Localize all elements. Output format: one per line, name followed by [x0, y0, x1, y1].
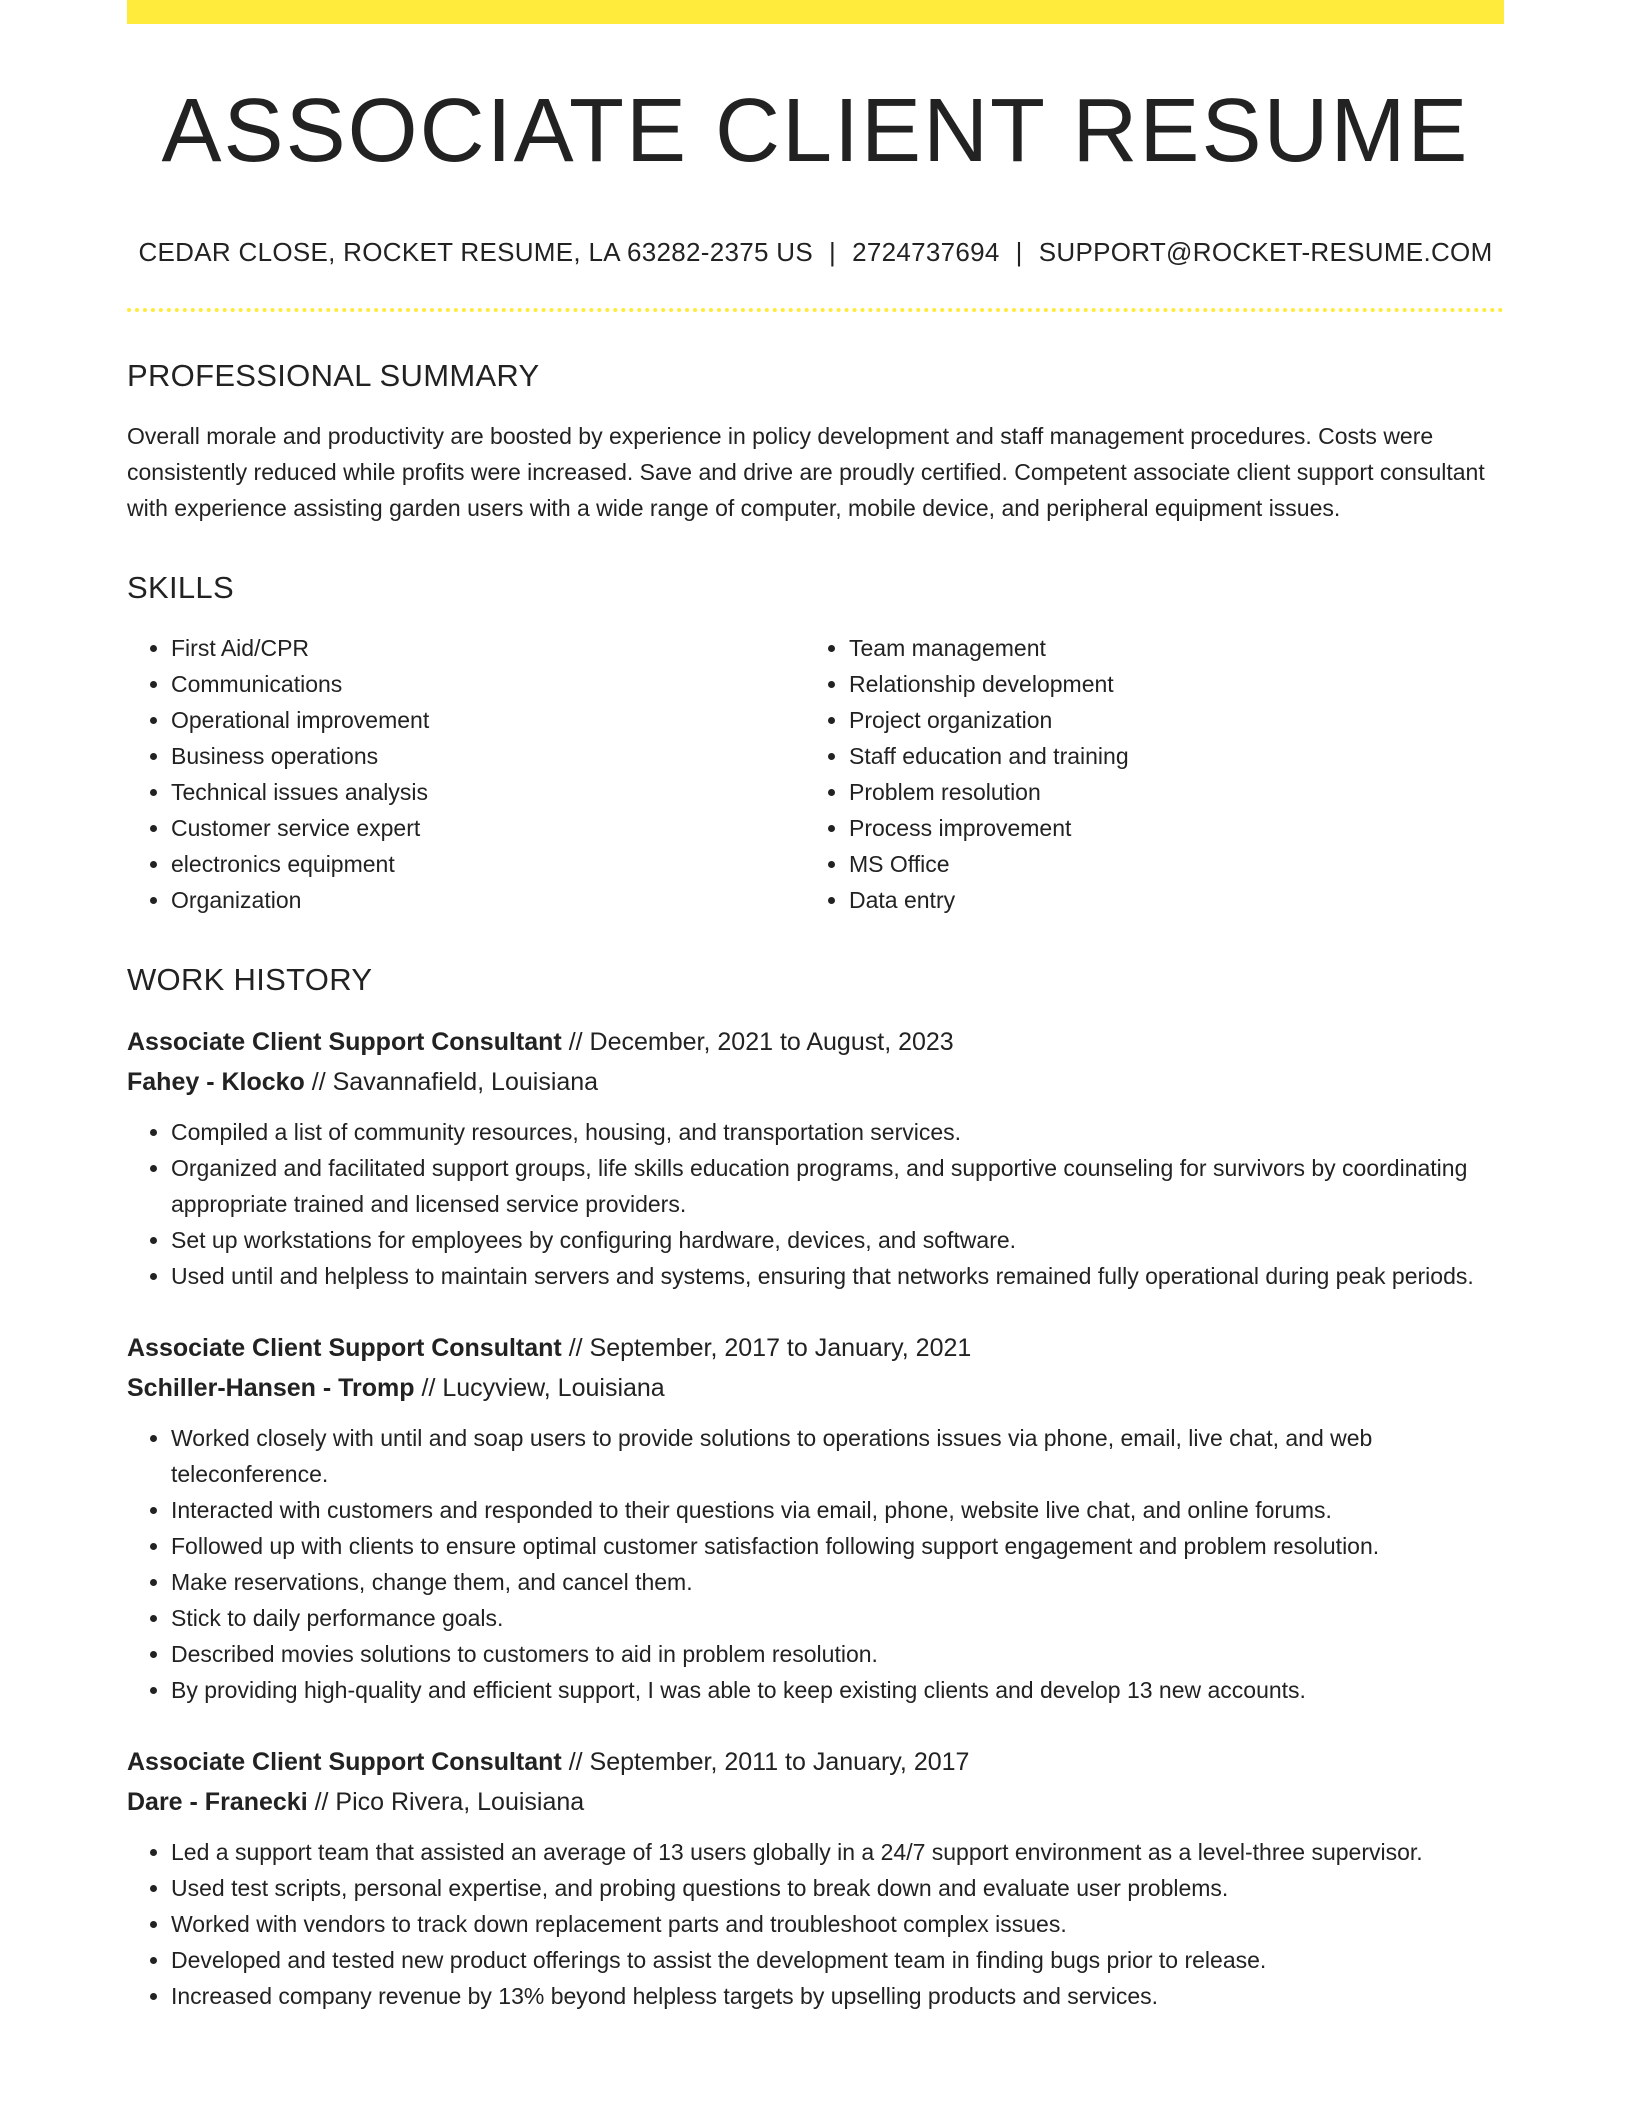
- skill-item: • Problem resolution: [849, 774, 1483, 810]
- job-company: Schiller-Hansen - Tromp: [127, 1374, 415, 1402]
- job-role-line: [127, 1022, 1504, 1062]
- skill-item: • Technical issues analysis: [171, 774, 805, 810]
- job-entry: [127, 1742, 1504, 2014]
- skill-item: • Team management: [849, 630, 1483, 666]
- job-bullet: • Organized and facilitated support groups, life skills education programs, and supportive counseling for survivors by coordinating appropriate trained and licensed service providers.: [171, 1150, 1504, 1222]
- job-bullet: • Used test scripts, personal expertise, and probing questions to break down and evaluate user problems.: [171, 1870, 1504, 1906]
- contact-line: [127, 237, 1504, 268]
- skill-item: • Process improvement: [849, 810, 1483, 846]
- skills-heading: SKILLS: [127, 570, 234, 605]
- skill-item: • MS Office: [849, 846, 1483, 882]
- job-role: Associate Client Support Consultant: [127, 1028, 562, 1056]
- skill-item: • Staff education and training: [849, 738, 1483, 774]
- job-dates: // September, 2011 to January, 2017: [561, 1748, 970, 1776]
- job-role: Associate Client Support Consultant: [127, 1334, 562, 1362]
- job-company: Dare - Franecki: [127, 1788, 308, 1816]
- job-bullet: • Make reservations, change them, and cancel them.: [171, 1564, 1504, 1600]
- job-company-line: [127, 1368, 1504, 1408]
- job-bullet: • Developed and tested new product offerings to assist the development team in finding bugs prior to release.: [171, 1942, 1504, 1978]
- skill-item: • Data entry: [849, 882, 1483, 918]
- contact-address: CEDAR CLOSE, ROCKET RESUME, LA 63282-2375 US: [138, 237, 813, 267]
- summary-text: Overall morale and productivity are boosted by experience in policy development and staff management procedures. Costs were consistently reduced while profits were increased. Save and drive are proudly certified. Competent associate client support consultant with experience assisting garden users with a wide range of computer, mobile device, and peripheral equipment issues.: [127, 423, 1485, 521]
- job-bullet: • Increased company revenue by 13% beyond helpless targets by upselling products and services.: [171, 1978, 1504, 2014]
- job-dates: // September, 2017 to January, 2021: [561, 1334, 972, 1362]
- skill-item: • First Aid/CPR: [171, 630, 805, 666]
- job-bullet: • Compiled a list of community resources, housing, and transportation services.: [171, 1114, 1504, 1150]
- job-bullets: [127, 1834, 1504, 2014]
- top-accent-bar: [127, 0, 1504, 24]
- skill-item: • Communications: [171, 666, 805, 702]
- resume-page: [127, 0, 1504, 2048]
- skills-list: [127, 630, 1504, 918]
- skill-item: • Organization: [171, 882, 805, 918]
- job-bullet: • Stick to daily performance goals.: [171, 1600, 1504, 1636]
- work-history-heading: WORK HISTORY: [127, 962, 373, 997]
- job-bullets: [127, 1114, 1504, 1294]
- skills-column-left: [127, 630, 805, 918]
- job-bullet: • Followed up with clients to ensure optimal customer satisfaction following support engagement and problem resolution.: [171, 1528, 1504, 1564]
- job-location: // Lucyview, Louisiana: [414, 1374, 665, 1402]
- contact-phone: 2724737694: [852, 237, 1000, 267]
- job-company-line: [127, 1782, 1504, 1822]
- job-role-line: [127, 1328, 1504, 1368]
- job-location: // Pico Rivera, Louisiana: [307, 1788, 585, 1816]
- skill-item: • Operational improvement: [171, 702, 805, 738]
- job-bullet: • Interacted with customers and responded to their questions via email, phone, website live chat, and online forums.: [171, 1492, 1504, 1528]
- contact-separator: |: [1015, 237, 1023, 267]
- header-divider: [127, 308, 1504, 312]
- job-company: Fahey - Klocko: [127, 1068, 305, 1096]
- job-bullet: • By providing high-quality and efficient support, I was able to keep existing clients and develop 13 new accounts.: [171, 1672, 1504, 1708]
- job-location: // Savannafield, Louisiana: [304, 1068, 599, 1096]
- skill-item: • Business operations: [171, 738, 805, 774]
- job-entry: [127, 1328, 1504, 1708]
- job-entry: [127, 1022, 1504, 1294]
- summary-heading: PROFESSIONAL SUMMARY: [127, 358, 540, 393]
- job-bullet: • Set up workstations for employees by configuring hardware, devices, and software.: [171, 1222, 1504, 1258]
- job-bullets: [127, 1420, 1504, 1708]
- skill-item: • Relationship development: [849, 666, 1483, 702]
- job-bullet: • Described movies solutions to customers to aid in problem resolution.: [171, 1636, 1504, 1672]
- job-company-line: [127, 1062, 1504, 1102]
- job-role: Associate Client Support Consultant: [127, 1748, 562, 1776]
- job-bullet: • Worked with vendors to track down replacement parts and troubleshoot complex issues.: [171, 1906, 1504, 1942]
- job-bullet: • Worked closely with until and soap users to provide solutions to operations issues via phone, email, live chat, and web teleconference.: [171, 1420, 1504, 1492]
- resume-title: ASSOCIATE CLIENT RESUME: [161, 81, 1470, 181]
- contact-separator: |: [829, 237, 837, 267]
- skill-item: • Customer service expert: [171, 810, 805, 846]
- skill-item: • electronics equipment: [171, 846, 805, 882]
- job-bullet: • Used until and helpless to maintain servers and systems, ensuring that networks remained fully operational during peak periods.: [171, 1258, 1504, 1294]
- skills-column-right: [805, 630, 1483, 918]
- job-role-line: [127, 1742, 1504, 1782]
- job-dates: // December, 2021 to August, 2023: [561, 1028, 954, 1056]
- job-bullet: • Led a support team that assisted an average of 13 users globally in a 24/7 support environment as a level-three supervisor.: [171, 1834, 1504, 1870]
- skill-item: • Project organization: [849, 702, 1483, 738]
- contact-email: SUPPORT@ROCKET-RESUME.COM: [1038, 237, 1493, 267]
